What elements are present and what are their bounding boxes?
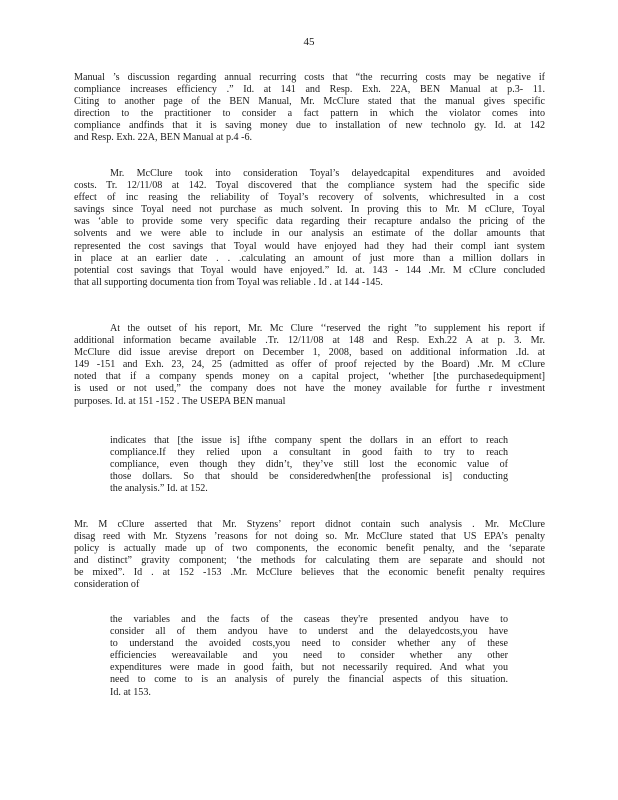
text-line: and distinct” gravity component; ‘the methods for calculating them are separate and should not <box>74 555 545 567</box>
text-line: that all supporting documenta tion from Toyal was reliable . Id . at 144 -145. <box>74 276 383 288</box>
text-line: policy is actually made up of two components, the economic benefit penalty, and the ‘separate <box>74 543 545 555</box>
text-line: is used or not used,” the company does not have the money available for furthe r investment <box>74 383 545 395</box>
text-line: to understand the avoided costs,you need to consider whether any of these <box>110 638 508 650</box>
text-line: Mr. McClure took into consideration Toyal’s delayedcapital expenditures and avoided <box>110 168 545 179</box>
text-line: 149 -151 and Exh. 23, 24, 25 (admitted as offer of proof rejected by the Board) .Mr. M cClure <box>74 359 545 371</box>
text-line: potential cost savings that Toyal would have enjoyed.” Id. at. 143 - 144 .Mr. M cClure concluded <box>74 264 545 276</box>
text-line: expenditures were made in good faith, but not necessarily required. And what you <box>110 662 508 674</box>
text-line: direction to the practitioner to consider a fact pattern in which the violator comes into <box>74 108 545 120</box>
text-line: in place at an earlier date . . .calculating an amount of just more than a million dollars in <box>74 252 545 264</box>
text-line: additional information became available .Tr. 12/11/08 at 148 and Resp. Exh.22 A at p. 3. Mr. <box>74 335 545 347</box>
text-line: compliance increases efficiency .” Id. at 141 and Resp. Exh. 22A, BEN Manual at p.3- 11. <box>74 84 545 96</box>
block-quote-variables <box>110 614 508 699</box>
paragraph-delayed-capital <box>74 168 545 289</box>
paragraph-supplement-report <box>74 323 545 408</box>
text-line: efficiencies wereavailable and you need to consider whether any other <box>110 650 508 662</box>
text-line: noted that if a company spends money on a capital project, ‘whether [the purchasedequipment] <box>74 371 545 383</box>
text-line: compliance andfinds that it is saving money due to installation of new technolo gy. Id. at 142 <box>74 120 545 132</box>
block-quote-ben-manual <box>110 435 508 495</box>
text-line: represented the cost savings that Toyal would have enjoyed had they had their compl iant system <box>74 240 545 252</box>
text-line: Manual ’s discussion regarding annual recurring costs that “the recurring costs may be negative if <box>74 72 545 83</box>
paragraph-manual-discussion <box>74 72 545 145</box>
text-line: was ‘able to provide some very specific data regarding their recapture andalso the pricing of the <box>74 216 545 228</box>
text-line: savings since Toyal need not purchase as much solvent. In proving this to Mr. M cClure, Toyal <box>74 204 545 216</box>
text-line: and Resp. Exh. 22A, BEN Manual at p.4 -6. <box>74 132 253 144</box>
text-line: consider all of them andyou have to underst and the delayedcosts,you have <box>110 626 508 638</box>
text-line: effect of inc reasing the reliability of Toyal’s recovery of solvents, whichresulted in a cost <box>74 192 545 204</box>
text-line: indicates that [the issue is] ifthe company spent the dollars in an effort to reach <box>110 435 508 446</box>
paragraph-styzens-report <box>74 519 545 592</box>
text-line: purposes. Id. at 151 -152 . The USEPA BEN manual <box>74 395 286 407</box>
text-line: Id. at 153. <box>110 686 151 698</box>
text-line: compliance.If they relied upon a consultant in good faith to try to reach <box>110 447 508 459</box>
page-number: 45 <box>303 36 315 48</box>
text-line: McClure did issue arevise dreport on December 1, 2008, based on additional information .Id. at <box>74 347 545 359</box>
text-line: the analysis.” Id. at 152. <box>110 483 208 495</box>
text-line: be mixed”. Id . at 152 -153 .Mr. McClure believes that the economic benefit penalty requires <box>74 567 545 579</box>
text-line: need to come to is an analysis of purely the financial aspects of this situation. <box>110 674 508 686</box>
text-line: disag reed with Mr. Styzens ’reasons for not doing so. Mr. McClure stated that US EPA’s penalty <box>74 531 545 543</box>
text-line: consideration of <box>74 579 140 591</box>
text-line: Citing to another page of the BEN Manual, Mr. McClure stated that the manual gives specific <box>74 96 545 108</box>
text-line: At the outset of his report, Mr. Mc Clure ‘‘reserved the right ”to supplement his report if <box>110 323 545 334</box>
text-line: Mr. M cClure asserted that Mr. Styzens’ report didnot contain such analysis . Mr. McClure <box>74 519 545 530</box>
text-line: costs. Tr. 12/11/08 at 142. Toyal discovered that the compliance system had the specific side <box>74 180 545 192</box>
text-line: the variables and the facts of the caseas they're presented andyou have to <box>110 614 508 625</box>
text-line: those dollars. So that should be consideredwhen[the professional is] conducting <box>110 471 508 483</box>
text-line: compliance, even though they didn’t, they’ve still lost the economic value of <box>110 459 508 471</box>
text-line: solvents and we were able to include in our analysis an estimate of the dollar amounts that <box>74 228 545 240</box>
